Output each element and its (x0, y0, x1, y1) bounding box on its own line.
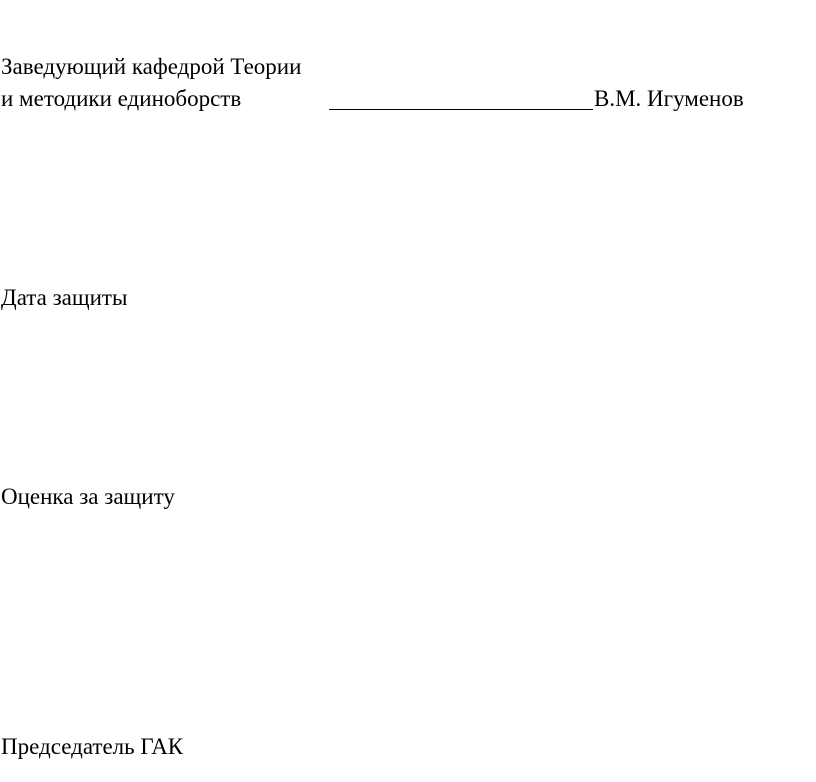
commission-chairman-label: Председатель ГАК (1, 734, 184, 759)
signature-line (329, 109, 593, 110)
defense-grade-label: Оценка за защиту (1, 484, 175, 509)
signatory-name: В.М. Игуменов (594, 86, 744, 111)
head-of-department-title-line1: Заведующий кафедрой Теории (1, 54, 302, 79)
defense-date-label: Дата защиты (1, 285, 128, 310)
head-of-department-title-line2: и методики единоборств (1, 86, 242, 111)
